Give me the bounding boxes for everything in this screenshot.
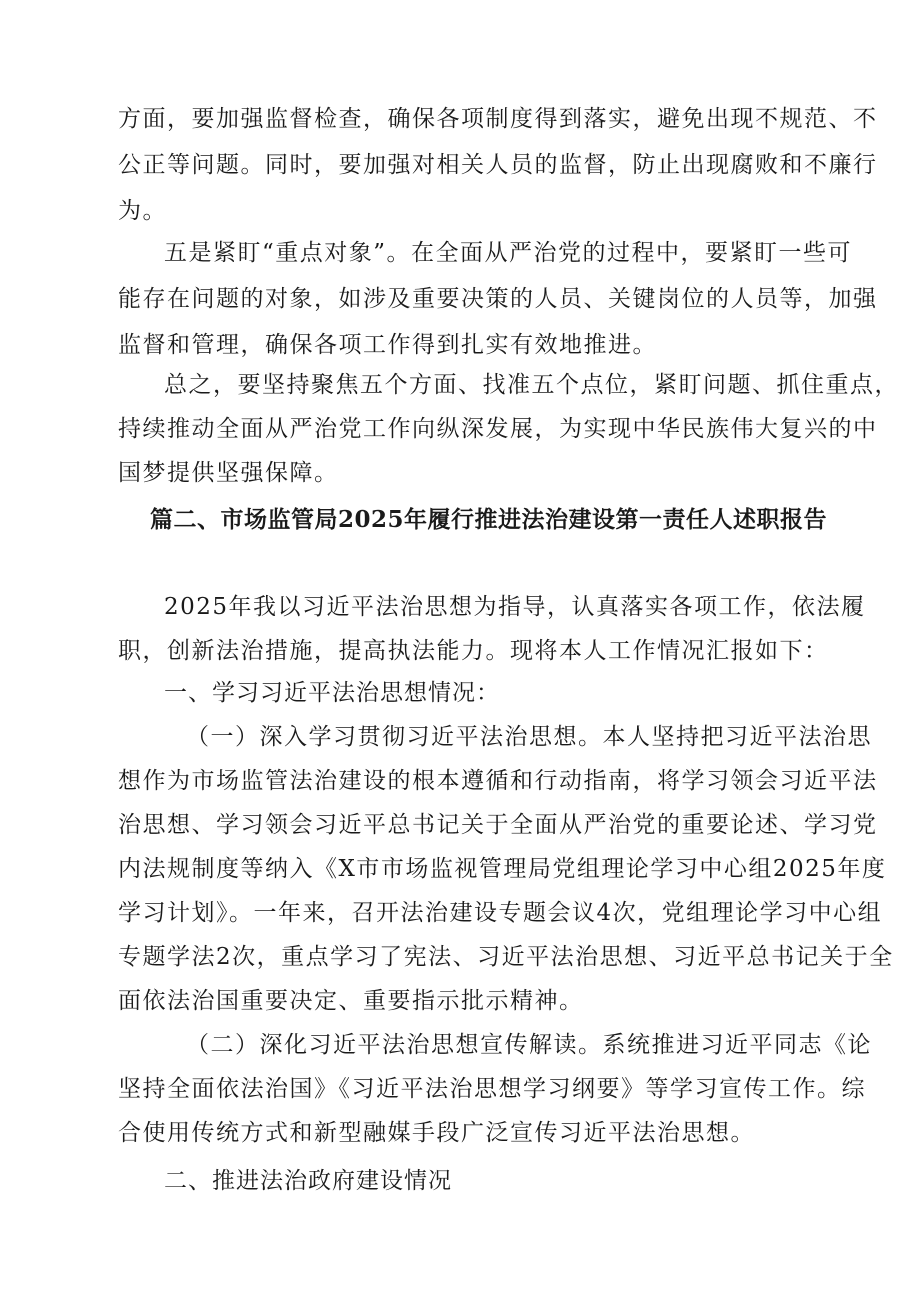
paragraph-line: 总之，要坚持聚焦五个方面、找准五个点位，紧盯问题、抓住重点， bbox=[164, 372, 899, 398]
paragraph-line: 职，创新法治措施，提高执法能力。现将本人工作情况汇报如下： bbox=[118, 638, 829, 664]
paragraph-line: 监督和管理，确保各项工作得到扎实有效地推进。 bbox=[118, 332, 657, 358]
paragraph-line: 想作为市场监管法治建设的根本遵循和行动指南，将学习领会习近平法 bbox=[118, 768, 878, 794]
paragraph-line: 公正等问题。同时，要加强对相关人员的监督，防止出现腐败和不廉行 bbox=[118, 152, 878, 178]
paragraph-line: 治思想、学习领会习近平总书记关于全面从严治党的重要论述、学习党 bbox=[118, 812, 878, 838]
paragraph-line: 学习计划》。一年来，召开法治建设专题会议4次，党组理论学习中心组 bbox=[118, 900, 883, 926]
paragraph-line: 坚持全面依法治国》《习近平法治思想学习纲要》等学习宣传工作。综 bbox=[118, 1076, 866, 1102]
paragraph-line: 专题学法2次，重点学习了宪法、习近平法治思想、习近平总书记关于全 bbox=[118, 944, 894, 970]
heading-two: 二、推进法治政府建设情况 bbox=[164, 1168, 452, 1194]
paragraph-line: 国梦提供坚强保障。 bbox=[118, 460, 339, 486]
heading-one: 一、学习习近平法治思想情况： bbox=[164, 680, 500, 706]
paragraph-line: 面依法治国重要决定、重要指示批示精神。 bbox=[118, 988, 584, 1014]
paragraph-line: 2025年我以习近平法治思想为指导，认真落实各项工作，依法履 bbox=[164, 594, 866, 620]
paragraph-line: 能存在问题的对象，如涉及重要决策的人员、关键岗位的人员等，加强 bbox=[118, 286, 878, 312]
paragraph-line: 方面，要加强监督检查，确保各项制度得到落实，避免出现不规范、不 bbox=[118, 106, 878, 132]
paragraph-line: （二）深化习近平法治思想宣传解读。系统推进习近平同志《论 bbox=[186, 1032, 872, 1058]
paragraph-line: 持续推动全面从严治党工作向纵深发展，为实现中华民族伟大复兴的中 bbox=[118, 416, 878, 442]
paragraph-line: 合使用传统方式和新型融媒手段广泛宣传习近平法治思想。 bbox=[118, 1120, 755, 1146]
paragraph-line: 为。 bbox=[118, 198, 167, 224]
section-title: 篇二、市场监管局2025年履行推进法治建设第一责任人述职报告 bbox=[150, 506, 828, 533]
paragraph-line: 内法规制度等纳入《X市市场监视管理局党组理论学习中心组2025年度 bbox=[118, 856, 887, 882]
paragraph-line: 五是紧盯“重点对象”。在全面从严治党的过程中，要紧盯一些可 bbox=[164, 240, 853, 266]
paragraph-line: （一）深入学习贯彻习近平法治思想。本人坚持把习近平法治思 bbox=[186, 724, 872, 750]
